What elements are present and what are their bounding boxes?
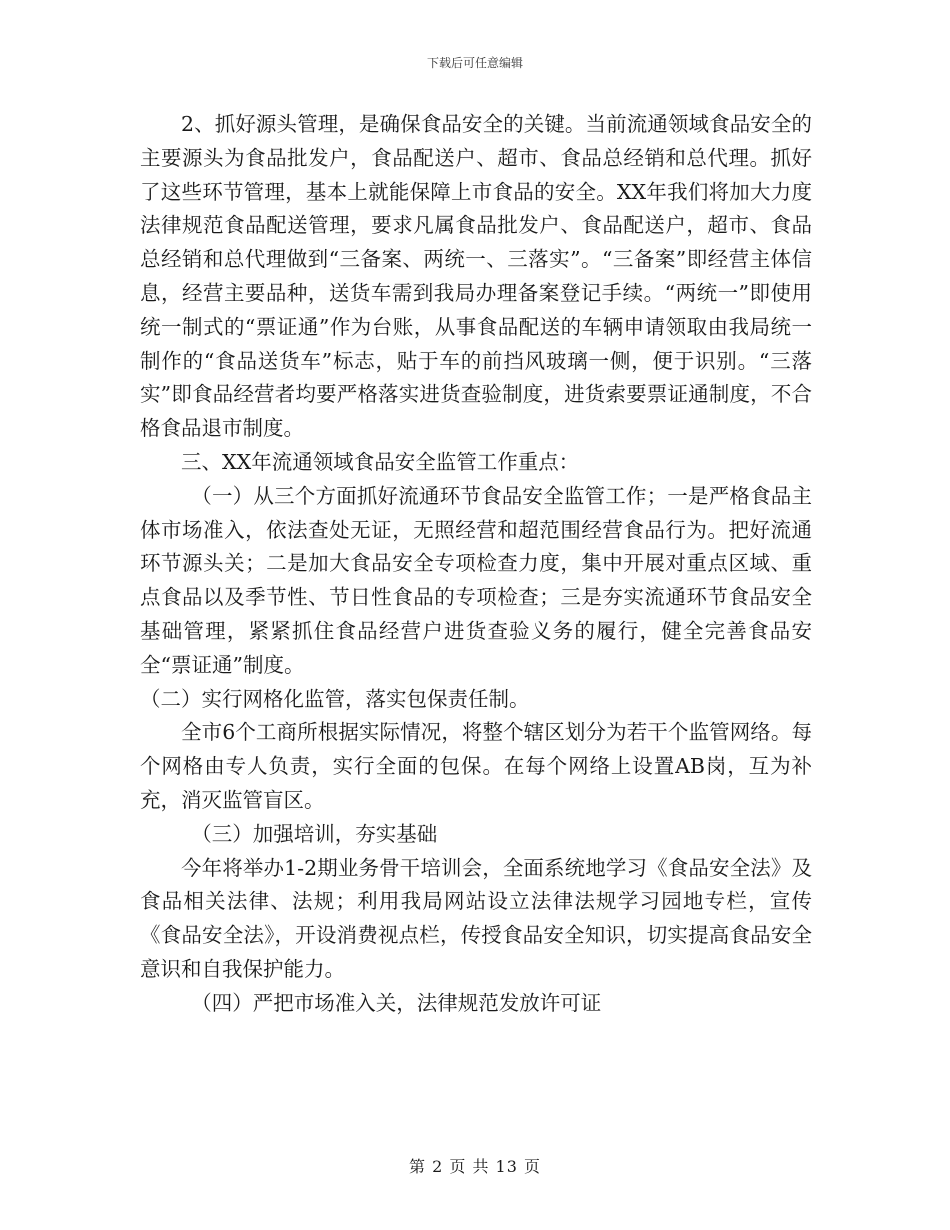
paragraph-item-one: （一）从三个方面抓好流通环节食品安全监管工作；一是严格食品主体市场准入，依法查处无证，无照经营和超范围经营食品行为。把好流通环节源头关；二是加大食品安全专项检查力度，集中开展对重点区域、重点食品以及季节性、节日性食品的专项检查；三是夯实流通环节食品安全基础管理，紧紧抓住食品经营户进货查验义务的履行，健全完善食品安全“票证通”制度。 — [140, 483, 812, 677]
header-note: 下载后可任意编辑 — [426, 56, 523, 70]
paragraph-source-management: 2、抓好源头管理，是确保食品安全的关键。当前流通领域食品安全的主要源头为食品批发户，食品配送户、超市、食品总经销和总代理。抓好了这些环节管理，基本上就能保障上市食品的安全。XX年我们将加大力度法律规范食品配送管理，要求凡属食品批发户、食品配送户，超市、食品总经销和总代理做到“三备案、两统一、三落实”。“三备案”即经营主体信息，经营主要品种，送货车需到我局办理备案登记手续。“两统一”即使用统一制式的“票证通”作为台账，从事食品配送的车辆申请领取由我局统一制作的“食品送货车”标志，贴于车的前挡风玻璃一侧，便于识别。“三落实”即食品经营者均要严格落实进货查验制度，进货索要票证通制度，不合格食品退市制度。 — [140, 112, 812, 441]
paragraph-grid-supervision: 全市6个工商所根据实际情况，将整个辖区划分为若干个监管网络。每个网格由专人负责，实行全面的包保。在每个网络上设置AB岗，互为补充，消灭监管盲区。 — [140, 720, 812, 812]
document-body — [140, 108, 812, 1021]
paragraph-item-three-heading: （三）加强培训，夯实基础 — [191, 821, 438, 846]
page-number-footer: 第 2 页 共 13 页 — [409, 1157, 541, 1176]
paragraph-item-four-heading: （四）严把市场准入关，法律规范发放许可证 — [191, 990, 602, 1015]
paragraph-training: 今年将举办1-2期业务骨干培训会，全面系统地学习《食品安全法》及食品相关法律、法规；利用我局网站设立法律法规学习园地专栏，宣传《食品安全法》，开设消费视点栏，传授食品安全知识，切实提高食品安全意识和自我保护能力。 — [140, 855, 812, 981]
paragraph-item-two-heading: （二）实行网格化监管，落实包保责任制。 — [140, 686, 530, 711]
section-heading-key-work: 三、XX年流通领域食品安全监管工作重点： — [181, 449, 580, 474]
